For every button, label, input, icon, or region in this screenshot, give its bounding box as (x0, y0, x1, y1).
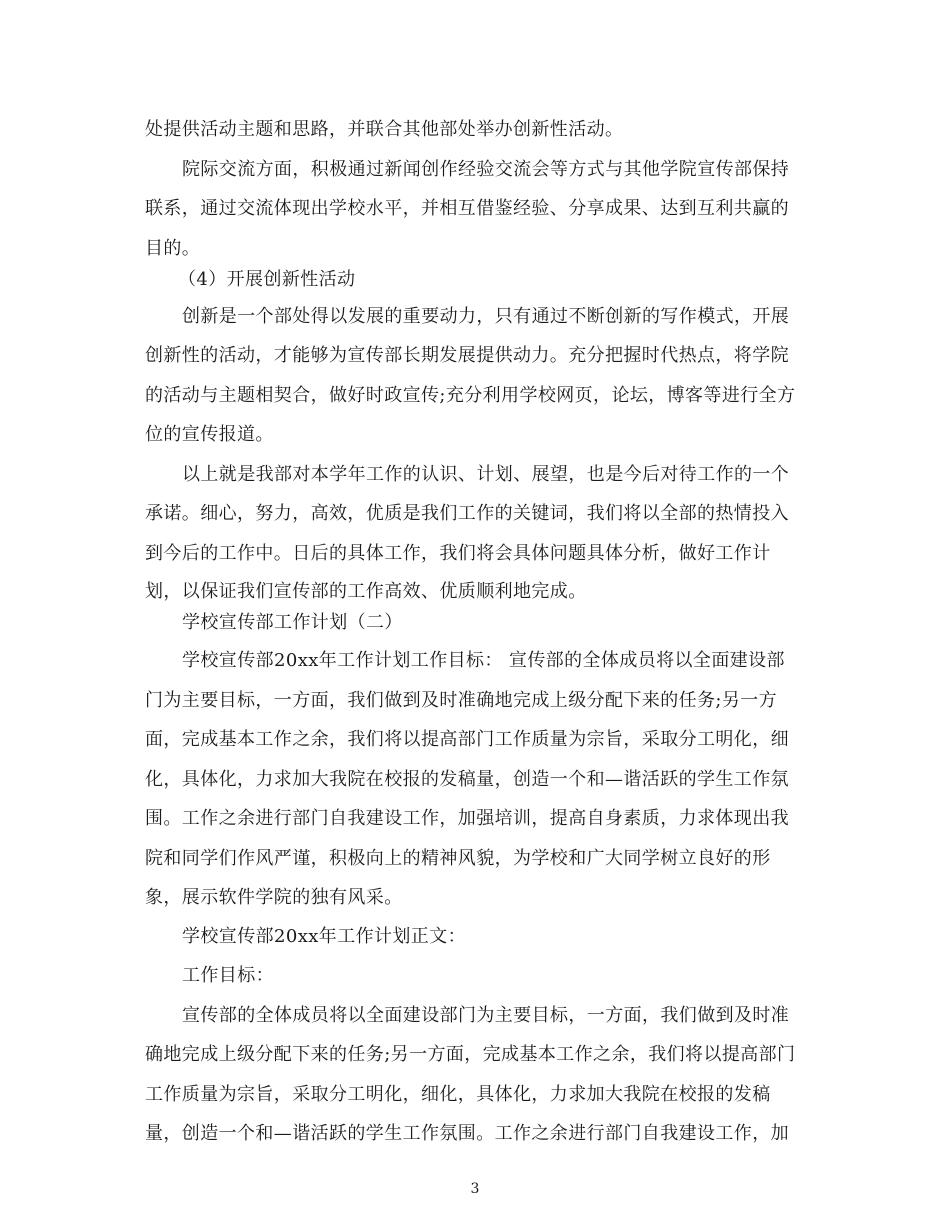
text-line: 的活动与主题相契合，做好时政宣传;充分利用学校网页，论坛，博客等进行全方 (145, 385, 796, 406)
section-heading: 工作目标： (182, 965, 274, 986)
text-line: 到今后的工作中。日后的具体工作，我们将会具体问题具体分析，做好工作计 (145, 543, 771, 564)
text-line: 划，以保证我们宣传部的工作高效、优质顺利地完成。 (145, 581, 587, 602)
text-line: 院际交流方面，积极通过新闻创作经验交流会等方式与其他学院宣传部保持 (182, 159, 790, 180)
page-number: 3 (470, 1181, 480, 1197)
text-line: 围。工作之余进行部门自我建设工作，加强培训，提高自身素质，力求体现出我 (145, 808, 789, 829)
section-heading: 学校宣传部20xx年工作计划正文： (182, 926, 467, 947)
text-line: 化，具体化，力求加大我院在校报的发稿量，创造一个和—谐活跃的学生工作氛 (145, 769, 789, 790)
text-line: 宣传部的全体成员将以全面建设部门为主要目标，一方面，我们做到及时准 (182, 1005, 790, 1026)
section-heading: 学校宣传部工作计划（二） (182, 612, 403, 633)
text-line: 位的宣传报道。 (145, 424, 274, 445)
text-line: 创新性的活动，才能够为宣传部长期发展提供动力。充分把握时代热点，将学院 (145, 345, 789, 366)
text-line: 目的。 (145, 238, 201, 259)
text-line: 面，完成基本工作之余，我们将以提高部门工作质量为宗旨，采取分工明化，细 (145, 729, 789, 750)
section-heading: （4）开展创新性活动 (178, 269, 356, 290)
text-line: 确地完成上级分配下来的任务;另一方面，完成基本工作之余，我们将以提高部门 (145, 1044, 796, 1065)
text-line: 门为主要目标，一方面，我们做到及时准确地完成上级分配下来的任务;另一方 (145, 690, 778, 711)
text-line: 创新是一个部处得以发展的重要动力，只有通过不断创新的写作模式，开展 (182, 306, 790, 327)
text-line: 处提供活动主题和思路，并联合其他部处举办创新性活动。 (145, 119, 624, 140)
text-line: 学校宣传部20xx年工作计划工作目标： 宣传部的全体成员将以全面建设部 (182, 650, 785, 671)
text-line: 院和同学们作风严谨，积极向上的精神风貌，为学校和广大同学树立良好的形 (145, 848, 771, 869)
text-line: 工作质量为宗旨，采取分工明化，细化，具体化，力求加大我院在校报的发稿 (145, 1084, 771, 1105)
text-line: 量，创造一个和—谐活跃的学生工作氛围。工作之余进行部门自我建设工作，加 (145, 1123, 789, 1144)
text-line: 承诺。细心，努力，高效，优质是我们工作的关键词，我们将以全部的热情投入 (145, 503, 789, 524)
text-line: 象，展示软件学院的独有风采。 (145, 887, 403, 908)
text-line: 以上就是我部对本学年工作的认识、计划、展望，也是今后对待工作的一个 (182, 464, 790, 485)
text-line: 联系，通过交流体现出学校水平，并相互借鉴经验、分享成果、达到互利共赢的 (145, 198, 789, 219)
